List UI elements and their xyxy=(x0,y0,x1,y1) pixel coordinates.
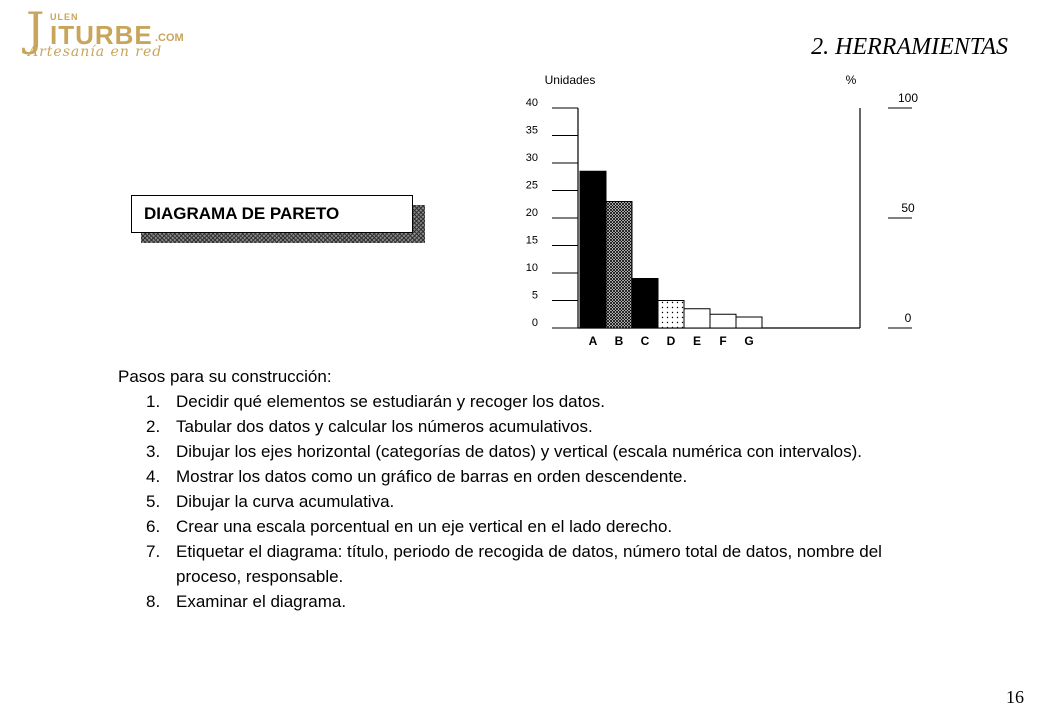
steps-list xyxy=(118,389,938,614)
step-text: Crear una escala porcentual en un eje vertical en el lado derecho. xyxy=(176,517,673,536)
x-tick-label: D xyxy=(666,334,676,348)
step-item xyxy=(118,464,938,489)
step-item xyxy=(118,489,938,514)
page-number: 16 xyxy=(1006,687,1024,707)
step-text: Dibujar la curva acumulativa. xyxy=(176,492,395,511)
brand-logo xyxy=(26,2,206,60)
y-tick-label: 40 xyxy=(525,97,538,109)
logo-small-text: ULEN xyxy=(50,12,79,22)
diagram-label xyxy=(131,195,413,233)
step-text: Dibujar los ejes horizontal (categorías de datos) y vertical (escala numérica con intervalos). xyxy=(176,442,862,461)
y-axis-title: Unidades xyxy=(544,73,596,87)
step-number: 8. xyxy=(146,592,161,611)
step-text: Examinar el diagrama. xyxy=(176,592,347,611)
y2-tick-label: 50 xyxy=(901,201,915,215)
steps-intro: Pasos para su construcción: xyxy=(118,367,332,386)
y-tick-label: 20 xyxy=(525,207,538,219)
y-tick-label: 10 xyxy=(525,262,538,274)
x-tick-label: G xyxy=(744,334,754,348)
step-item xyxy=(118,389,938,414)
step-number: 5. xyxy=(146,492,161,511)
step-item xyxy=(118,439,938,464)
step-text: Decidir qué elementos se estudiarán y recoger los datos. xyxy=(176,392,606,411)
y2-tick-label: 100 xyxy=(897,91,919,105)
step-number: 7. xyxy=(146,542,161,561)
step-number: 3. xyxy=(146,442,161,461)
bar-g xyxy=(736,317,762,328)
bar-f xyxy=(710,314,736,328)
x-tick-label: C xyxy=(640,334,650,348)
logo-initial: J xyxy=(26,2,45,56)
y-tick-label: 25 xyxy=(525,179,538,192)
bar-d xyxy=(658,301,684,329)
logo-domain: .COM xyxy=(155,32,184,44)
step-item xyxy=(118,414,938,439)
step-number: 4. xyxy=(146,467,161,486)
y-tick-label: 35 xyxy=(525,124,538,137)
step-number: 1. xyxy=(146,392,161,411)
logo-tagline: Artesanía en red xyxy=(28,44,163,60)
x-tick-label: A xyxy=(588,334,598,348)
bar-a xyxy=(580,171,606,328)
bar-b xyxy=(606,202,632,329)
bar-c xyxy=(632,279,658,329)
y-tick-label: 30 xyxy=(525,152,538,164)
step-text: Tabular dos datos y calcular los números acumulativos. xyxy=(176,417,593,436)
pareto-chart xyxy=(500,60,940,360)
x-tick-label: F xyxy=(719,334,727,348)
diagram-label-text: DIAGRAMA DE PARETO xyxy=(144,204,340,223)
step-item xyxy=(118,589,938,614)
logo-name: ITURBE xyxy=(50,20,153,50)
step-item xyxy=(118,514,938,539)
step-item xyxy=(118,539,938,589)
y-tick-label: 5 xyxy=(531,289,538,302)
y2-tick-label: 0 xyxy=(904,311,912,325)
x-tick-label: E xyxy=(692,334,702,348)
step-number: 2. xyxy=(146,417,161,436)
bar-e xyxy=(684,309,710,328)
y-tick-label: 15 xyxy=(525,234,538,247)
step-text: Mostrar los datos como un gráfico de barras en orden descendente. xyxy=(176,467,688,486)
x-tick-label: B xyxy=(614,334,624,348)
construction-steps xyxy=(118,364,938,614)
y-tick-label: 0 xyxy=(531,317,538,329)
section-title: 2. HERRAMIENTAS xyxy=(811,34,1008,60)
step-text: Etiquetar el diagrama: título, periodo de recogida de datos, número total de datos, nombre del proceso, responsable. xyxy=(176,542,882,586)
step-number: 6. xyxy=(146,517,161,536)
y2-axis-title: % xyxy=(845,73,857,87)
